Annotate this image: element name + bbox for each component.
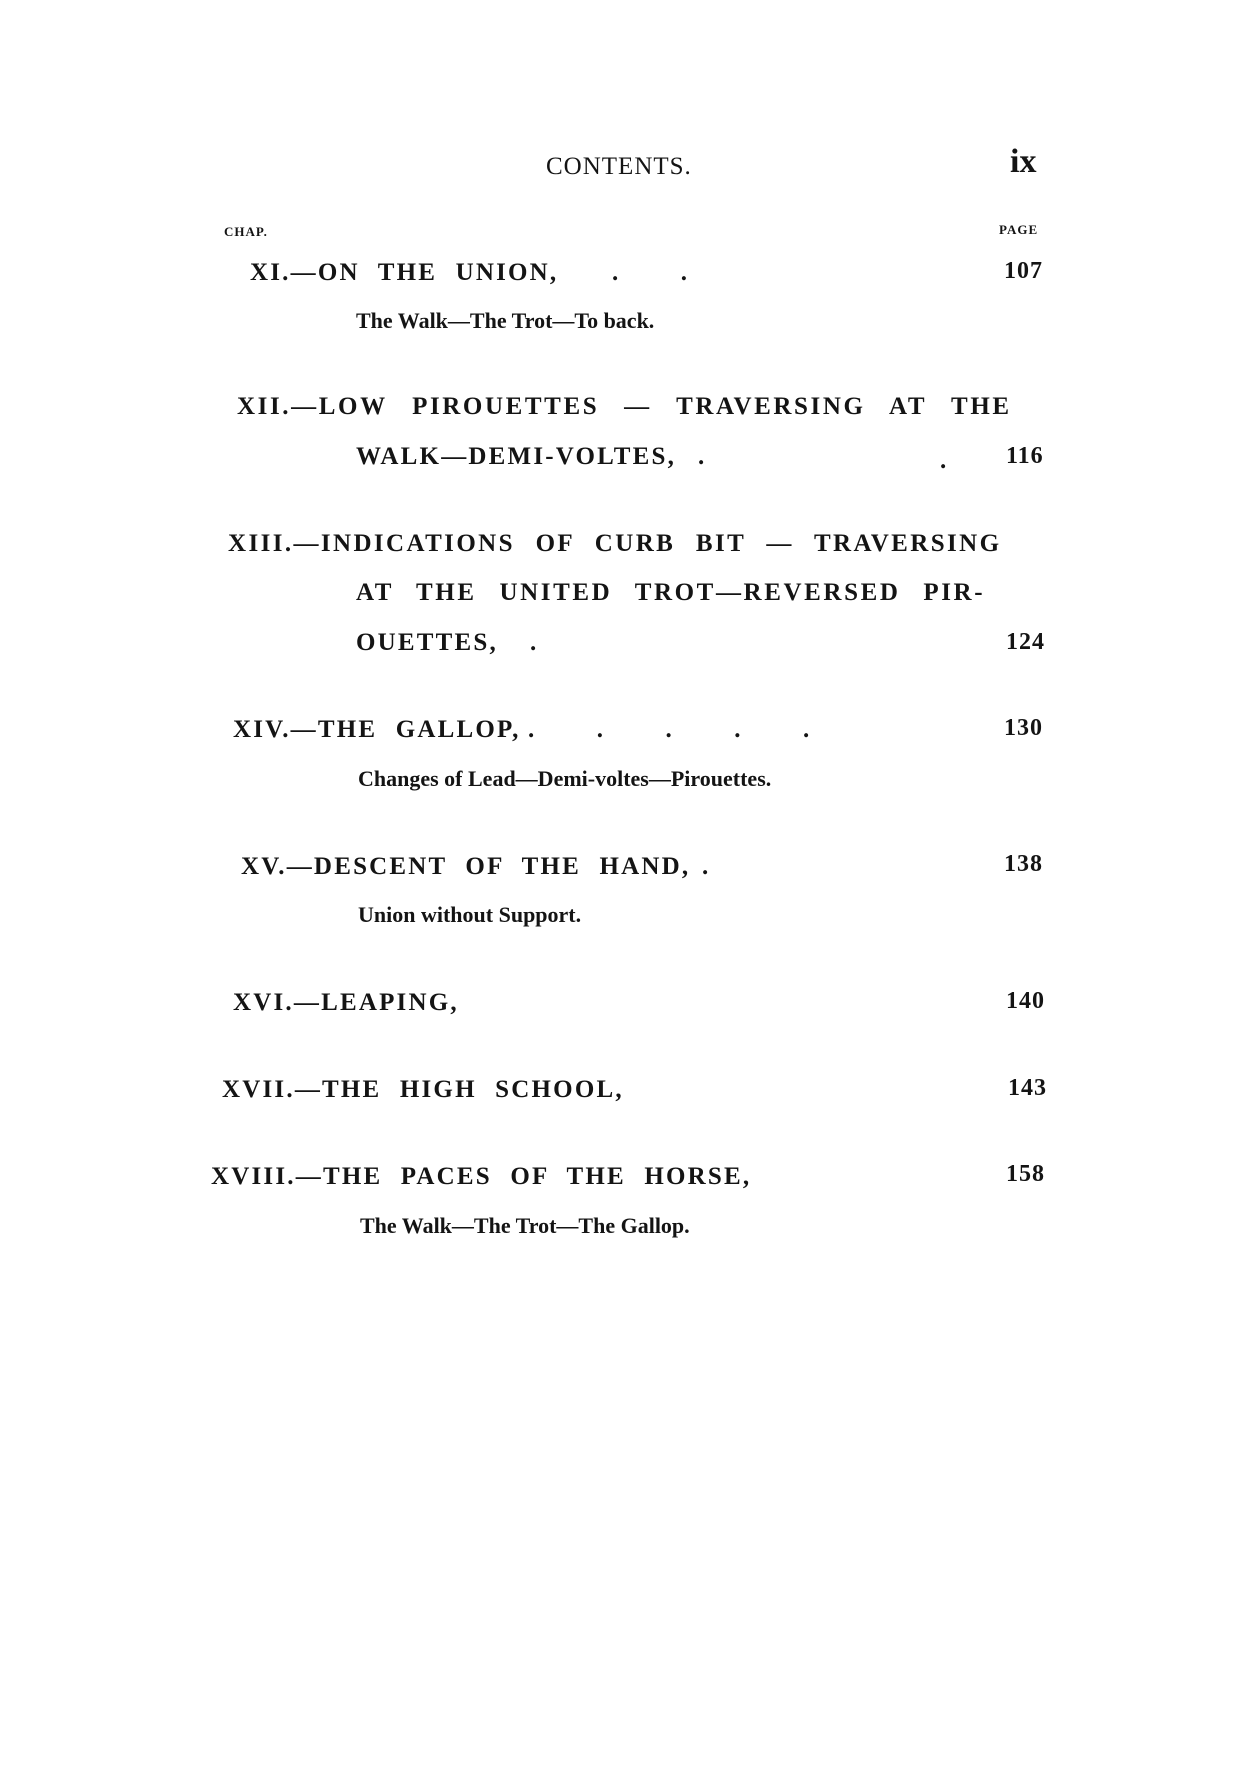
toc-entry-xi-subtopics: The Walk—The Trot—To back. <box>356 308 655 333</box>
toc-entry-xv-page: 138 <box>1004 851 1043 877</box>
toc-entry-xvi-page: 140 <box>1006 988 1045 1014</box>
toc-entry-xiii-page: 124 <box>1006 629 1045 655</box>
toc-entry-xvii-page: 143 <box>1008 1075 1047 1101</box>
toc-entry-xviii-page: 158 <box>1006 1161 1045 1187</box>
page-number: ix <box>1010 143 1037 180</box>
toc-entry-xii-page: 116 <box>1006 443 1044 469</box>
toc-entry-xiv-title: XIV.—THE GALLOP, <box>233 716 521 743</box>
chapter-column-label: CHAP. <box>224 224 268 239</box>
toc-entry-xvii-title: XVII.—THE HIGH SCHOOL, <box>222 1076 624 1103</box>
toc-entry-xiii-title-line-2: AT THE UNITED TROT—REVERSED PIR- <box>356 579 986 606</box>
toc-entry-xv-subtopics: Union without Support. <box>358 902 582 927</box>
toc-entry-xvi-title: XVI.—LEAPING, <box>233 989 459 1016</box>
toc-entry-xiv-page: 130 <box>1004 715 1043 741</box>
toc-entry-xiii-leader: . <box>530 629 537 656</box>
toc-entry-xv-title: XV.—DESCENT OF THE HAND, <box>241 853 691 880</box>
toc-entry-xiv-leader: . . . . . <box>528 716 810 743</box>
toc-entry-xii-leader: . <box>698 443 705 470</box>
toc-entry-xv-leader: . <box>702 853 709 880</box>
running-head: CONTENTS. <box>546 153 692 180</box>
toc-entry-xii-leader-end: . <box>940 447 947 474</box>
toc-entry-xiv-subtopics: Changes of Lead—Demi-voltes—Pirouettes. <box>358 766 772 791</box>
page-column-label: PAGE <box>999 222 1039 237</box>
toc-entry-xi-page: 107 <box>1004 258 1043 284</box>
toc-entry-xi-title: XI.—ON THE UNION, <box>250 259 559 286</box>
toc-entry-xi-leader: . . <box>612 259 687 286</box>
toc-entry-xiii-title-line-3: OUETTES, <box>356 629 498 656</box>
toc-entry-xviii-title: XVIII.—THE PACES OF THE HORSE, <box>211 1163 752 1190</box>
toc-entry-xviii-subtopics: The Walk—The Trot—The Gallop. <box>360 1213 690 1238</box>
toc-entry-xii-title-line-1: XII.—LOW PIROUETTES — TRAVERSING AT THE <box>237 393 1012 420</box>
toc-entry-xii-title-line-2: WALK—DEMI-VOLTES, <box>356 443 677 470</box>
toc-entry-xiii-title-line-1: XIII.—INDICATIONS OF CURB BIT — TRAVERSING <box>228 530 1002 557</box>
